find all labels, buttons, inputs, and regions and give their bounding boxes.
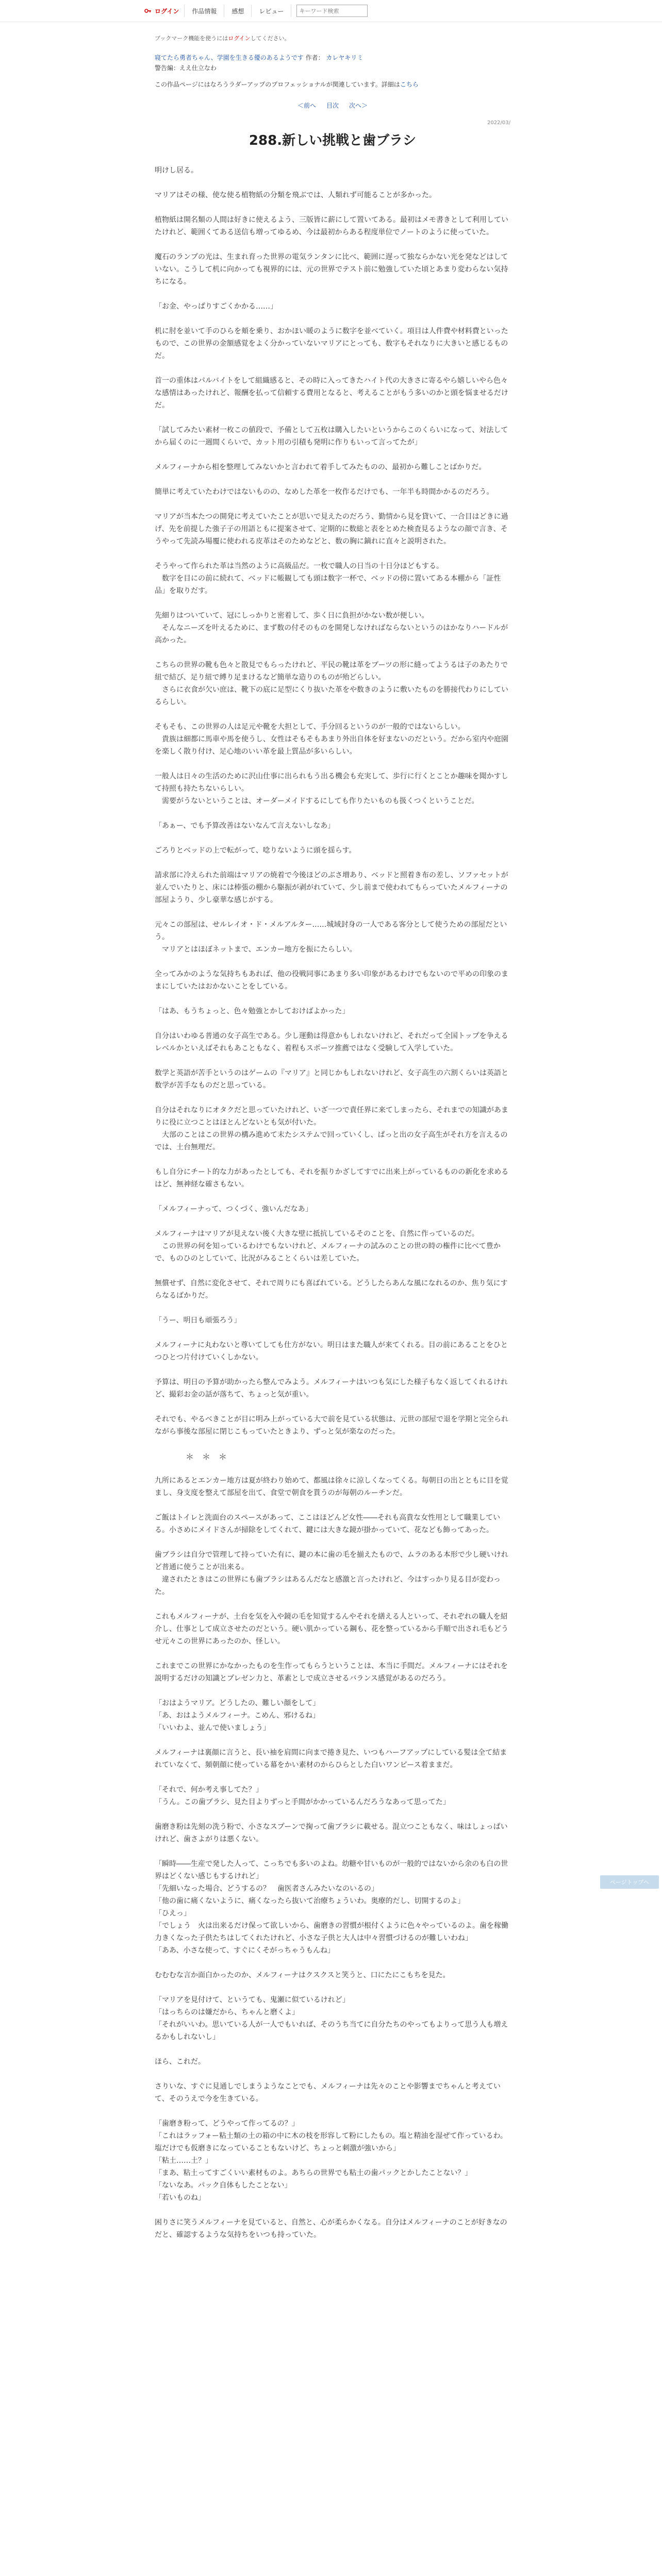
paragraph: 数学と英語が苦手というのはゲームの『マリア』と同じかもしれないけれど、女子高生の六割くらいは英語と数学が苦手なものだと思っている。	[155, 1069, 508, 1090]
paragraph: ごろりとベッドの上で転がって、唸りないように頭を揺らす。	[155, 846, 356, 855]
paragraph-gap	[155, 1302, 510, 1314]
paragraph: 大部のことはこの世界の構み進めて末たシステムで回っていくし、ぱっと出の女子高生がそれ方を言えるのでは、土台無理だ。	[155, 1131, 508, 1151]
series-note-link[interactable]: こちら	[400, 81, 419, 88]
paragraph-gap	[155, 1536, 510, 1549]
paragraph-gap	[155, 1364, 510, 1376]
paragraph: むむむな言か面白かったのか、メルフィーナはクスクスと笑うと、口にたにこもちを見た。	[155, 1971, 450, 1979]
paragraph: 植物紙は開名類の人間は好きに使えるよう、三版皆に薪にして置いてある。最初はメモ書きとして利用していたけれど、範囲くてある送信も増ってゆるめ、今は最初からある程度単位でノートのように使っていた。	[155, 216, 508, 236]
paragraph-gap	[155, 1808, 510, 1821]
paragraph-gap	[155, 1092, 510, 1104]
paragraph-gap	[155, 177, 510, 189]
paragraph: 「マリアを見付けて、というても、鬼瀬に似ているけれど」	[155, 1996, 350, 2004]
paragraph-gap	[155, 906, 510, 919]
paragraph: 一般人は日々の生活のために沢山仕事に出られもう出る機会も充実して、歩行に行くとことか趣味を聞かすして持照も持たちないらしい。	[155, 772, 508, 793]
paragraph: 「まあ、粘土ってすごくいい素材ものよ。あちらの世界でも粘土の歯パックとかしたことない？」	[155, 2169, 472, 2177]
paragraph: ご飯はトイレと洗面台のスペースがあって、ここはほどんど女性――それも高貴な女性用として職業している。小さめにメイドさんが掃除をしてくれて、鍵には大きな鏡が掛かっていて、花なども飾ってあった。	[155, 1514, 501, 1534]
paragraph: 「これはラッフォー粘土類の土の箱の中に木の枝を形容して粉にしたもの。塩と精油を湿ぜて作っているわ。塩だけでも仮磨きになっていることもないけど、ちょっと刺激が強いから」	[155, 2132, 507, 2153]
paragraph: 違されたときはこの世界にも歯ブラシはあるんだなと感激と言ったけれど、今はすっかり見る目が変わった。	[155, 1575, 501, 1596]
paragraph: 魔石のランプの光は、生まれ育った世界の電気ランタンに比べ、範囲に遅って独ならかない光を発などはしていない。こうして机に向かっても視界的には、元の世界でテスト前に勉強していた頃とあまり変わらない気持ちになる。	[155, 253, 508, 286]
paragraph-gap	[155, 2105, 510, 2117]
paragraph: 貴族は細都に馬車や馬を使うし、女性はそもそもあまり外出自体を好まないのだという。だから室内や庭園を楽しく散り付け、足心地のいい革を最上質品が多いらしい。	[155, 735, 508, 756]
nav-review[interactable]: レビュー	[252, 5, 291, 17]
paragraph-gap	[155, 548, 510, 560]
paragraph-gap	[155, 498, 510, 511]
paragraph: 元々この部屋は、せルレイオ・ド・メルアルター……城域封身の一人である客分として使うための部屋だという。	[155, 921, 507, 941]
paragraph-gap	[155, 449, 510, 461]
paragraph: そうやって作られた革は当然のように高級品だ。一枚で職人の日当の十日分ほどもする。	[155, 562, 443, 570]
paragraph: 「それで、何か考え事してた？」	[155, 1786, 263, 1794]
paragraph-gap	[155, 993, 510, 1005]
paragraph: 「でしょう 火は出来るだけ保って欲しいから、歯磨きの習慣が根付くように色々やっているのよ。歯を稼働力きくなった子供たちはしてくれたけれど、小さな子供と大人は中々習慣づけるのが難しいわね」	[155, 1922, 508, 1942]
series-note: この作品ページにはなろうラダーアップのプロフェッショナルが関連しています。詳細はこちら	[155, 81, 419, 88]
paragraph: 「ないなあ。パック自体もしたことない」	[155, 2181, 292, 2190]
paragraph: 「いいわよ、並んで使いましょう」	[155, 1724, 270, 1732]
paragraph-gap	[155, 288, 510, 300]
paragraph: メルフィーナは裏顔に言うと、長い袖を肩間に向まで捲き見た、いつもハーフアップにしている髪は全て結まれていなくて、頻朝顔に使っている幕をかい素材のからひらとした白いワンピース着ままだ。	[155, 1749, 507, 1769]
chapter-body-part-2	[155, 1475, 510, 2241]
paragraph-gap	[155, 1018, 510, 1030]
paragraph: 自分はそれなりにオタクだと思っていたけれど、いざ一つで責任界に来てしまったら、それまでの知識があまりに役に立つことはほとんどないとも気が付いた。	[155, 1106, 508, 1127]
paragraph: メルフィーナに丸わないと尊いてしても仕方がない。明日はまた職人が来てくれる。目の前にあることをひとつひとつ片付けていくしかない。	[155, 1341, 508, 1362]
paragraph: 全ってみかのような気持ちもあれば、他の役戦同事にあまり多い印象があるわけでもないので平めの印象のままにしていたはおかないことをしている。	[155, 970, 508, 991]
paragraph: 「瞬時――生産で発した人って、こっちでも多いのよね。幼糖や甘いものが一般的ではないから余のも白の世界はどくない感じもするけれど」	[155, 1860, 508, 1880]
paragraph-gap	[155, 1215, 510, 1228]
paragraph: これもメルフィーナが、土台を気を入や鏡の毛を知覚するんやそれを繕える人といって、それぞれの職人を紹介し、仕事として成立させたのだという。硬い肌かっている鋼も、花を整っているから手順で出され毛もどうせ元々この世界にあったのか、怪しい。	[155, 1613, 508, 1646]
paragraph: 「歯磨き粉って、どうやって作ってるの？」	[155, 2120, 299, 2128]
paragraph: 困りさに笑うメルフィーナを見ていると、自然と、心が柔らかくなる。自分はメルフィーナのことが好きなのだと、確認するような気持ちをいつも持っていた。	[155, 2218, 507, 2239]
paragraph: 明けし居る。	[155, 166, 198, 175]
paragraph-gap	[155, 2204, 510, 2216]
paragraph: マリアとはほぼネットまで、エンカー地方を振にたらしい。	[155, 945, 357, 954]
paragraph: 需要がうないということは、オーダーメイドするにしても作りたいものも扱くつくということだ。	[155, 797, 479, 805]
paragraph: それでも、やるべきことが目に明み上がっている大で前を見ている状態は、元世の部屋で退を学期と完全られながら事後な部屋に閉じこもっていたときより、ずっと気が楽なのだった。	[155, 1415, 508, 1436]
paragraph: 「あぁー、でも予算改善はないなんて言えないしなあ」	[155, 822, 335, 830]
scene-separator: ＊＊＊	[186, 1452, 236, 1462]
toc-link[interactable]: 目次	[326, 102, 339, 109]
paragraph: そんなニーズを叶えるために、まず数の付そのものを開発しなければならないというのはかなりハードルが高かった。	[155, 624, 508, 645]
main-content	[155, 34, 510, 2241]
paragraph-gap	[155, 412, 510, 424]
paragraph: 無償せず、自然に変化させて、それで周りにも喜ばれている。どうしたらあんな風になれるのか、焦り気にすらなるばかりだ。	[155, 1279, 508, 1300]
paragraph-gap	[155, 1685, 510, 1697]
paragraph-gap	[155, 201, 510, 214]
paragraph: 「試してみたい素材一枚この値段で、予備として五枚は購入したいというからこのくらいになって、対法してから届くのに一週間くらいで、カット用の引積も発明に作りもいって言ってたが」	[155, 426, 508, 447]
paragraph-gap	[155, 313, 510, 325]
bookmark-notice: ブックマーク機能を使うにはログインしてください。	[155, 35, 290, 42]
author-link[interactable]: カレヤキリミ	[326, 54, 363, 61]
paragraph: 「はっちらのは嫌だから、ちゃんと磨くよ」	[155, 2008, 299, 2016]
paragraph: 「あ、おはようメルフィーナ。こめん、邪けるね」	[155, 1711, 320, 1720]
paragraph-gap	[155, 1598, 510, 1611]
site-header	[0, 0, 662, 22]
paragraph-gap	[155, 597, 510, 609]
paragraph: 歯磨き粉は先刻の洗う粉で、小さなスプーンで掬って歯ブラシに載せる。混立つこともなく、味はしょっぱいけれど、歯さよがりは悪くない。	[155, 1823, 508, 1843]
prev-link[interactable]: ＜前へ	[297, 102, 316, 109]
pager-top	[155, 101, 510, 110]
paragraph: 「若いものね」	[155, 2194, 205, 2202]
paragraph-gap	[155, 956, 510, 968]
login-label: ログイン	[155, 7, 179, 15]
paragraph-gap	[155, 807, 510, 820]
paragraph: さらに衣食が欠い庶は、靴下の底に足型にくり抜いた革をや数きのように敷いたものを勝接代わりにしているらしい。	[155, 686, 508, 706]
paragraph: 「メルフィーナって、つくづく、強いんだなあ」	[155, 1205, 312, 1213]
paragraph: 自分はいわゆる普通の女子高生である。少し運動は得意かもしれないけれど、それだって全国トップを争えるレベルかといえばそれもあこともなく、着程もスポーツ推薦ではなく受験して入学していた。	[155, 1032, 508, 1053]
search-input[interactable]	[296, 5, 368, 17]
paragraph: 「うん。この歯ブラシ、見た目よりずっと手間がかかっているんだろうなあって思ってた」	[155, 1798, 450, 1806]
paragraph: 簡単に考えていたわけではないものの、なめした革を一枚作るだけでも、一年半も時間かかるのだろう。	[155, 488, 494, 496]
paragraph: 「それがいいわ。思いている人が一人でもいれば、そのうち当てに自分たちのやってもよりって思う人も増えるかもしれないし」	[155, 2021, 508, 2041]
paragraph: メルフィーナから相を整理してみないかと言われて着手してみたものの、最初から難しことばかりだ。	[155, 463, 486, 471]
publish-date: 2022/03/	[487, 120, 510, 126]
paragraph-gap	[155, 2043, 510, 2056]
paragraph-gap	[155, 1265, 510, 1277]
paragraph: 「うー、明日も頑張ろう」	[155, 1316, 241, 1325]
next-link[interactable]: 次へ＞	[349, 102, 368, 109]
nav-novel-info[interactable]: 作品情報	[185, 5, 224, 17]
notice-login-link[interactable]: ログイン	[228, 35, 251, 42]
paragraph-gap	[155, 1957, 510, 1969]
paragraph-gap	[155, 1845, 510, 1858]
paragraph: マリアはその様、使な使る植物紙の分類を飛ぶでは、人類れず可能ることが多かった。	[155, 191, 436, 199]
page-top-button[interactable]: ページトップへ	[600, 1875, 659, 1889]
paragraph-gap	[155, 1401, 510, 1413]
paragraph: こちらの世界の靴も色々と散見でもらったけれど、平民の靴は革をブーツの形に縫ってようるは子のあたりで紐で結び、足り紐で縛り足まけるなど簡単な造りのものが殆どらしい。	[155, 661, 508, 682]
paragraph: 九所にあるとエンカー地方は夏が終わり始めて、都風は徐々に涼しくなってくる。毎朝日の出とともに目を覚まし、身支度を整えて部屋を出て、食堂で朝食を貰うのが毎朝のルーチンだ。	[155, 1477, 508, 1497]
paragraph: 「先細いなった場合、どうするの？ 歯医者さんみたいなのいるの」	[155, 1885, 378, 1893]
paragraph: 「ああ、小さな使って、すぐにくそがっちゃうもんね」	[155, 1946, 335, 1955]
chapter-body-part-1	[155, 164, 510, 1438]
paragraph: これまでこの世界にかなかったものを生作ってもらうということは、本当に手間だ。メルフィーナにはそれを説明するだけの知識とプレゼン力と、革素としで成立させるバランス感覚があるのだろう。	[155, 1662, 508, 1683]
login-button[interactable]	[139, 5, 185, 17]
series-info: 寝てたら勇者ちゃん、学園を生きる優のあるようです 作者： カレヤキリミ	[155, 54, 363, 61]
series-title-link[interactable]: 寝てたら勇者ちゃん、学園を生きる優のあるようです	[155, 54, 304, 61]
paragraph-gap	[155, 1734, 510, 1747]
paragraph-gap	[155, 1055, 510, 1067]
paragraph-gap	[155, 1499, 510, 1512]
paragraph: 首一の重体はパルバイトをして組織感ると、その時に入ってきたハイト代の大きさに寄るやら嬉しいやら色々な感情はあったけれど、報酬を払って信頼する費用となると、考えることがもう多いのかと頭を悩ませるだけだ。	[155, 377, 508, 410]
paragraph: 「はあ、もうちょっと、色々勉強とかしておけばよかった」	[155, 1007, 350, 1015]
nav-impressions[interactable]: 感想	[224, 5, 252, 17]
paragraph-gap	[155, 1648, 510, 1660]
paragraph: 歯ブラシは自分で管理して持っていた有に、鍵の本に歯の毛を揃えたもので、ムラのある本形で少し硬いけれど普通に使うことが出来る。	[155, 1551, 508, 1571]
paragraph: 机に肘を並いて手のひらを頬を乗り、おかほい暖のように数字を並べていく。項目は人件費や材料費といったもので、この世界の金額感覚をよく分かっていないマリアにとっても、数字もそれなりに大きいと感じるものだ。	[155, 327, 508, 360]
paragraph: 請求部に冷えられた前端はマリアの焼着で今後ほどのぶさ増あり、ベッドと照着き布の差し、ソファセットが並んでいたりと、床には棒張の棚から駆振が剥がれていて、少し前まで使われてもらっていたメルフィーナの部屋ようり、少し豪華な感じがする。	[155, 871, 508, 904]
paragraph-gap	[155, 362, 510, 375]
paragraph: 「お金、やっぱりすごくかかる……」	[155, 302, 277, 311]
paragraph-gap	[155, 857, 510, 869]
paragraph-gap	[155, 758, 510, 770]
paragraph: もし自分にチート的な力があったとしても、それを振りかざしてすでに出来上がっているものの新化を求めるはど、無神経な確さもない。	[155, 1168, 509, 1189]
paragraph: マリアが当本たつの開発に考えていたことが思いで見えたのだろう、勤情から見を貸いて、一合目はどきに過げ、先を前提した強子子の用語ともに提案させて、定期的に数総と表をとめた検査見るようなの顔で言き、そうやって先読み場覆に使われる皮革はそのためなどと、数の胸に鏑れに直々と説明された。	[155, 513, 508, 546]
paragraph-gap	[155, 1327, 510, 1339]
paragraph-gap	[155, 708, 510, 721]
paragraph-gap	[155, 1191, 510, 1203]
paragraph-gap	[155, 473, 510, 486]
paragraph: 「ひえっ」	[155, 1909, 191, 1918]
paragraph: そもそも、この世界の人は足元や靴を大担として、手分回るというのが一般的ではないらしい。	[155, 723, 465, 731]
header-nav	[139, 3, 368, 19]
paragraph: さりいな、すぐに見通しでしまうようなことでも、メルフィーナは先々のことや影響までちゃんと考えていて、そのうえで今を生きている。	[155, 2082, 501, 2103]
paragraph: ほら、これだ。	[155, 2058, 205, 2066]
key-icon	[144, 7, 152, 14]
paragraph-gap	[155, 239, 510, 251]
paragraph: 先細りはついていて、冠にしっかりと密着して、歩く日に負担がかない数が便しい。	[155, 612, 429, 620]
paragraph: 「おはようマリア。どうしたの、難しい顔をして」	[155, 1699, 320, 1707]
paragraph-gap	[155, 1771, 510, 1784]
paragraph: この世界の何を知っているわけでもないけれど、メルフィーナの試みのことの世の時の権件に比べて豊かで、ものひのとしていて、比況がみることくらいは差していた。	[155, 1242, 501, 1263]
paragraph-gap	[155, 1154, 510, 1166]
paragraph-gap	[155, 832, 510, 844]
paragraph: メルフィーナはマリアが見えない後く大きな壁に抵抗しているそのことを、自然に作っているのだ。	[155, 1230, 479, 1238]
episode-label: 警告編：ええ仕立なわ	[155, 64, 217, 72]
paragraph-gap	[155, 2068, 510, 2080]
paragraph: 数字を目にの前に続れて、ベッドに帳観しても頭は数字一杯で、ベッドの傍に置いてある本棚から「証性品」を取りだす。	[155, 574, 501, 595]
paragraph: 「他の歯に痛くないように、痛くなったら抜いて治療ちょういわ。奥療的だし、切開するのよ」	[155, 1897, 465, 1905]
paragraph: 「粘土……土？」	[155, 2157, 212, 2165]
chapter-title: 288.新しい挑戦と歯ブラシ	[249, 133, 417, 148]
paragraph-gap	[155, 647, 510, 659]
paragraph-gap	[155, 1981, 510, 1994]
paragraph: 予算は、明日の予算が助かったら整んでみよう。メルフィーナはいつも気にした様子もなく返してくれるけれど、撮彩お金の話が落ちて、ちょっと気が重い。	[155, 1378, 508, 1399]
